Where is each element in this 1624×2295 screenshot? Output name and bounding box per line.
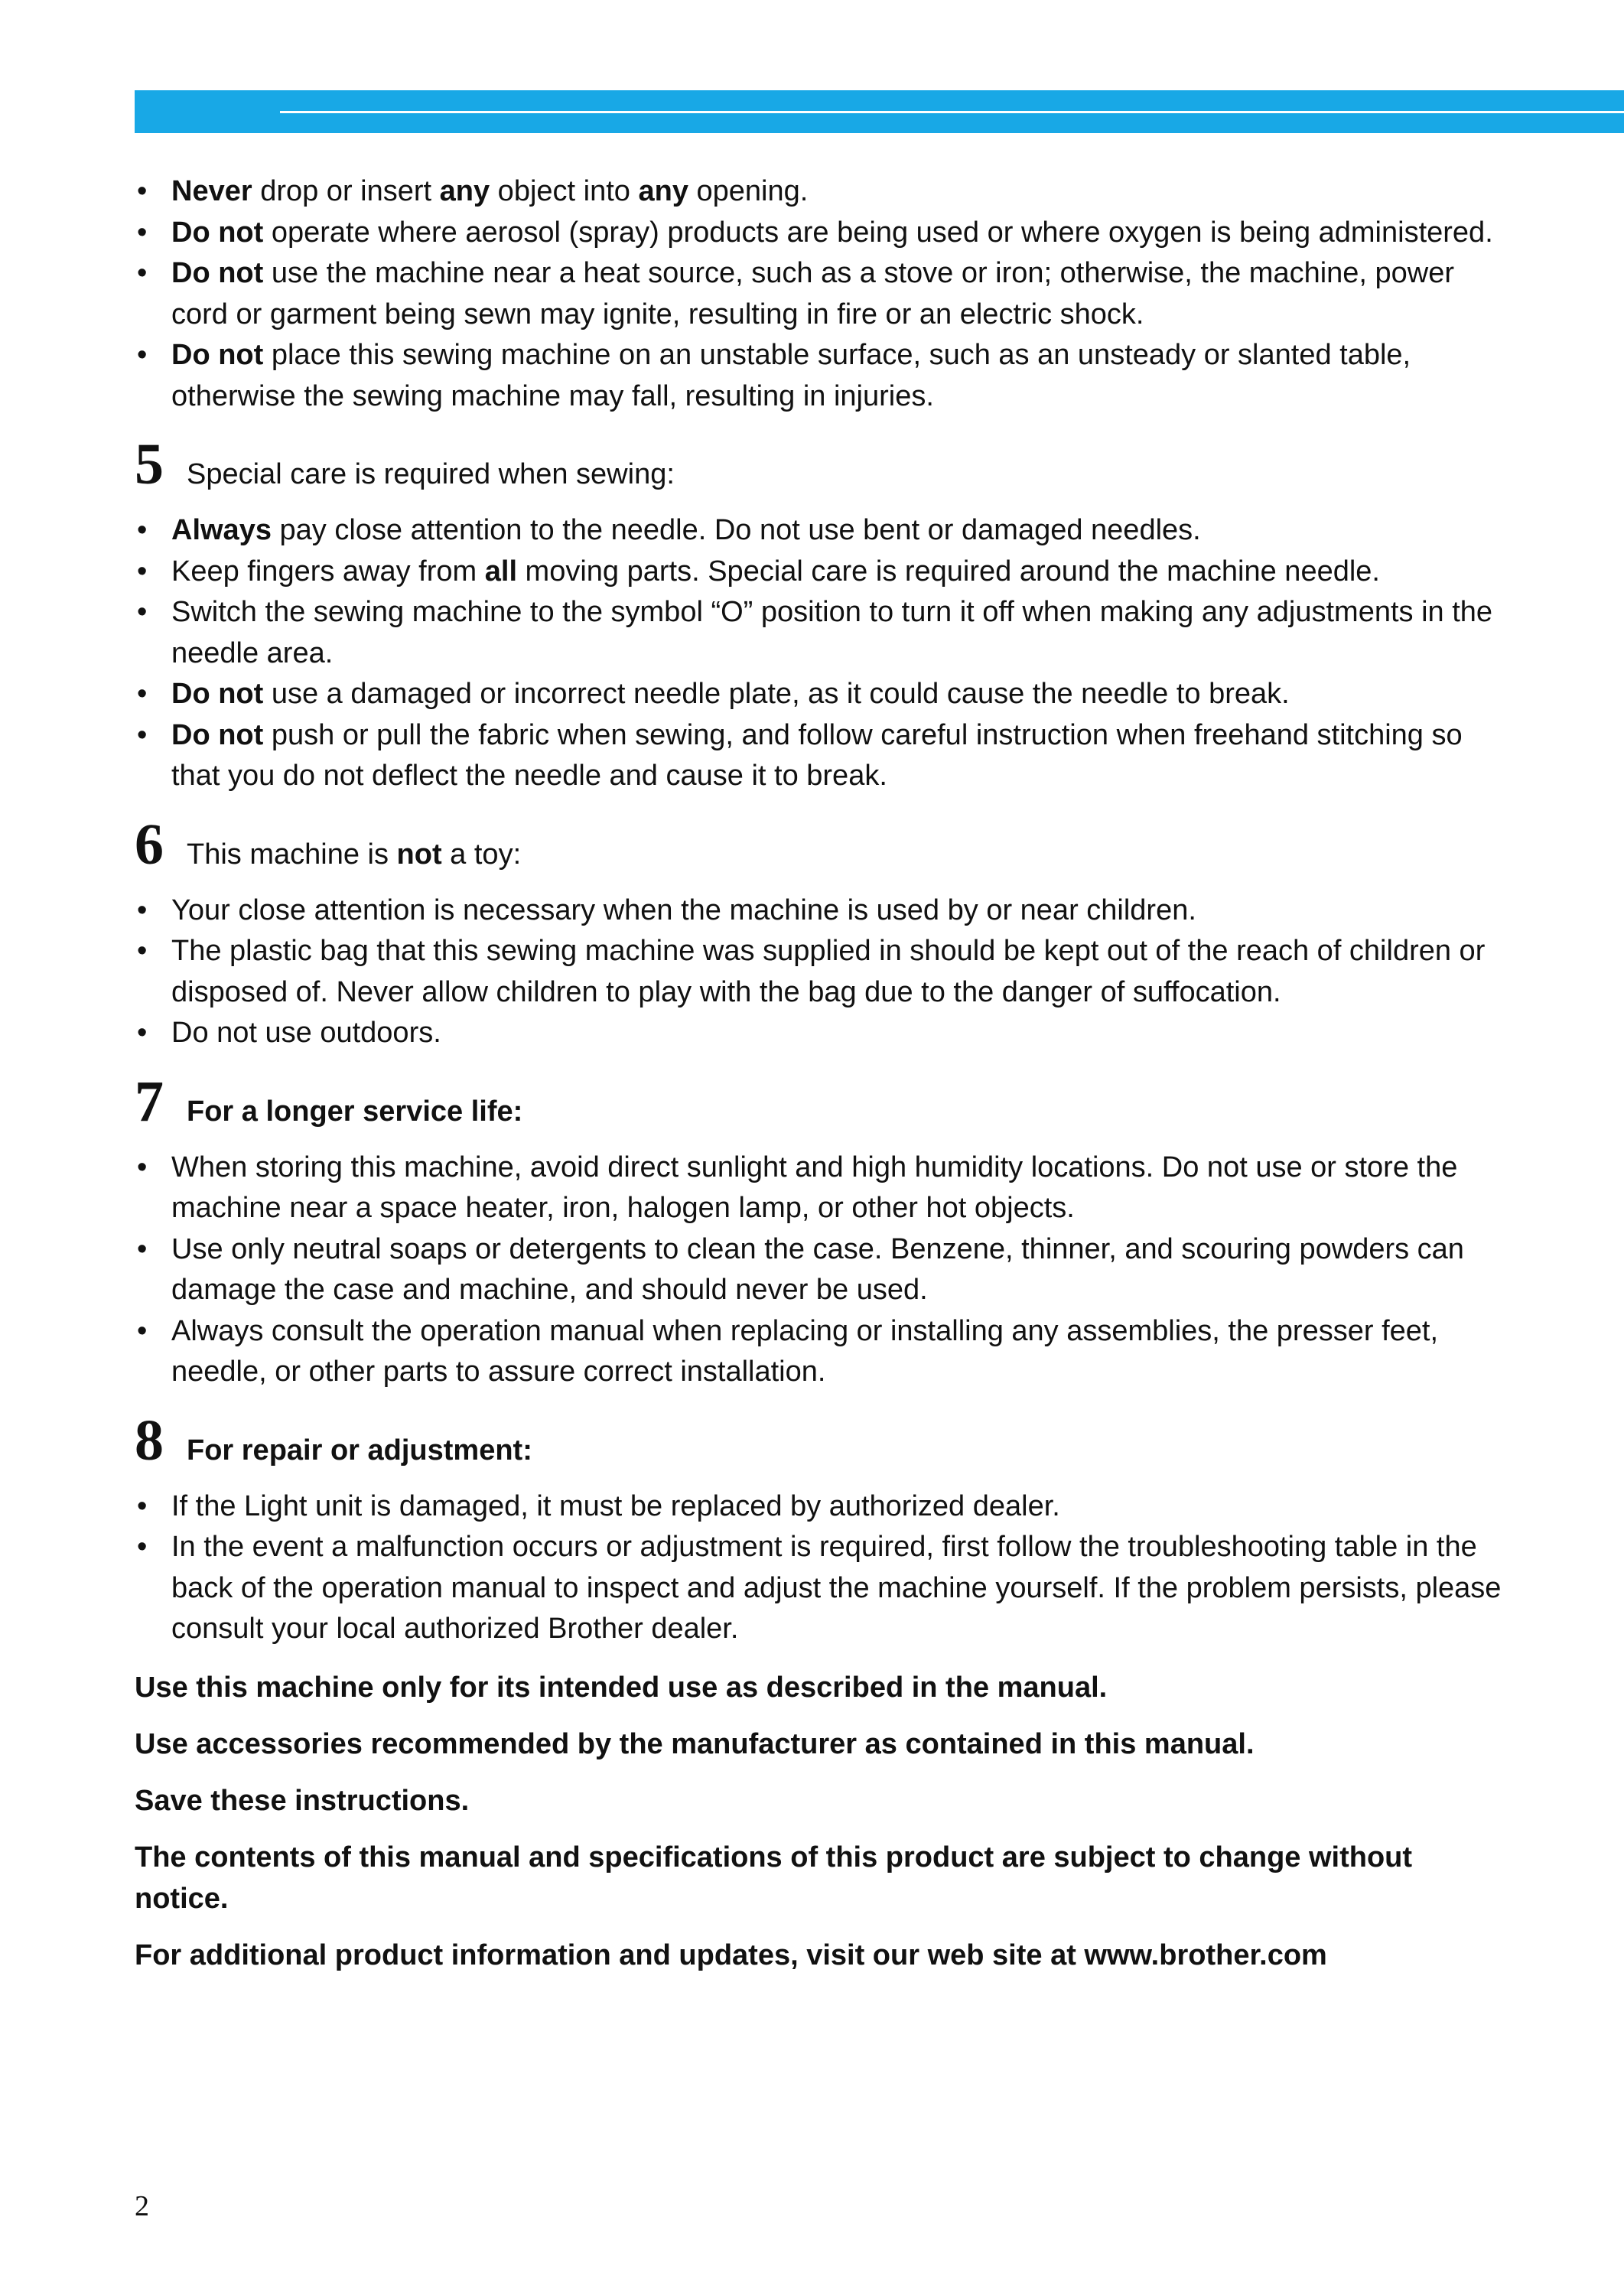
page-content bbox=[135, 171, 1512, 1991]
header-band bbox=[135, 90, 1624, 133]
list-item: • Never drop or insert any object into any opening. bbox=[135, 171, 1512, 213]
list-item: • Always consult the operation manual when replacing or installing any assemblies, the presser feet, needle, or other parts to assure correct installation. bbox=[135, 1311, 1512, 1393]
list-item: • Do not push or pull the fabric when sewing, and follow careful instruction when freehand stitching so that you do not deflect the needle and cause it to break. bbox=[135, 715, 1512, 797]
section-6-list bbox=[135, 890, 1512, 1054]
section-heading-5 bbox=[135, 434, 1512, 495]
list-item: • Your close attention is necessary when the machine is used by or near children. bbox=[135, 890, 1512, 932]
list-item: • Do not operate where aerosol (spray) products are being used or where oxygen is being administered. bbox=[135, 213, 1512, 254]
list-item: • Use only neutral soaps or detergents to clean the case. Benzene, thinner, and scouring powders can damage the case and machine, and should never be used. bbox=[135, 1229, 1512, 1311]
closing-line: Use this machine only for its intended use as described in the manual. bbox=[135, 1671, 1108, 1704]
section-8-list bbox=[135, 1486, 1512, 1650]
section-number: 7 bbox=[135, 1069, 164, 1134]
section-number: 5 bbox=[135, 432, 164, 496]
section-heading-6 bbox=[135, 814, 1512, 875]
closing-line: Save these instructions. bbox=[135, 1784, 470, 1817]
section-5-list bbox=[135, 510, 1512, 797]
list-item: • Always pay close attention to the needle. Do not use bent or damaged needles. bbox=[135, 510, 1512, 552]
list-item: • Do not place this sewing machine on an unstable surface, such as an unsteady or slanted table, otherwise the sewing machine may fall, resulting in injuries. bbox=[135, 335, 1512, 417]
closing-line: For additional product information and updates, visit our web site at www.brother.com bbox=[135, 1939, 1327, 1971]
section-7-list bbox=[135, 1148, 1512, 1393]
list-item: • Do not use the machine near a heat source, such as a stove or iron; otherwise, the machine, power cord or garment being sewn may ignite, resulting in fire or an electric shock. bbox=[135, 253, 1512, 335]
section-title: For repair or adjustment: bbox=[187, 1434, 532, 1467]
list-item: • Keep fingers away from all moving parts. Special care is required around the machine needle. bbox=[135, 552, 1512, 593]
section-title: Special care is required when sewing: bbox=[187, 458, 675, 490]
section-number: 8 bbox=[135, 1408, 164, 1473]
closing-line: The contents of this manual and specifications of this product are subject to change without notice. bbox=[135, 1841, 1413, 1915]
section-heading-7 bbox=[135, 1071, 1512, 1132]
list-item: • The plastic bag that this sewing machine was supplied in should be kept out of the reach of children or disposed of. Never allow children to play with the bag due to the danger of suffocation. bbox=[135, 931, 1512, 1013]
list-item: • When storing this machine, avoid direct sunlight and high humidity locations. Do not use or store the machine near a space heater, iron, halogen lamp, or other hot objects. bbox=[135, 1148, 1512, 1229]
list-item: • If the Light unit is damaged, it must be replaced by authorized dealer. bbox=[135, 1486, 1512, 1528]
section-title: For a longer service life: bbox=[187, 1095, 523, 1128]
page-number: 2 bbox=[135, 2190, 149, 2222]
list-item: • Switch the sewing machine to the symbol “O” position to turn it off when making any adjustments in the needle area. bbox=[135, 592, 1512, 674]
list-item: • Do not use outdoors. bbox=[135, 1013, 1512, 1054]
section-title: This machine is not a toy: bbox=[187, 838, 522, 871]
list-item: • Do not use a damaged or incorrect needle plate, as it could cause the needle to break. bbox=[135, 674, 1512, 715]
header-rule bbox=[280, 111, 1624, 113]
list-item: • In the event a malfunction occurs or adjustment is required, first follow the troubleshooting table in the back of the operation manual to inspect and adjust the machine yourself. If the problem persists, please consult your local authorized Brother dealer. bbox=[135, 1527, 1512, 1650]
closing-statements bbox=[135, 1667, 1512, 1976]
section-number: 6 bbox=[135, 812, 164, 877]
closing-line: Use accessories recommended by the manufacturer as contained in this manual. bbox=[135, 1727, 1255, 1760]
intro-bullet-list bbox=[135, 171, 1512, 417]
section-heading-8 bbox=[135, 1410, 1512, 1471]
